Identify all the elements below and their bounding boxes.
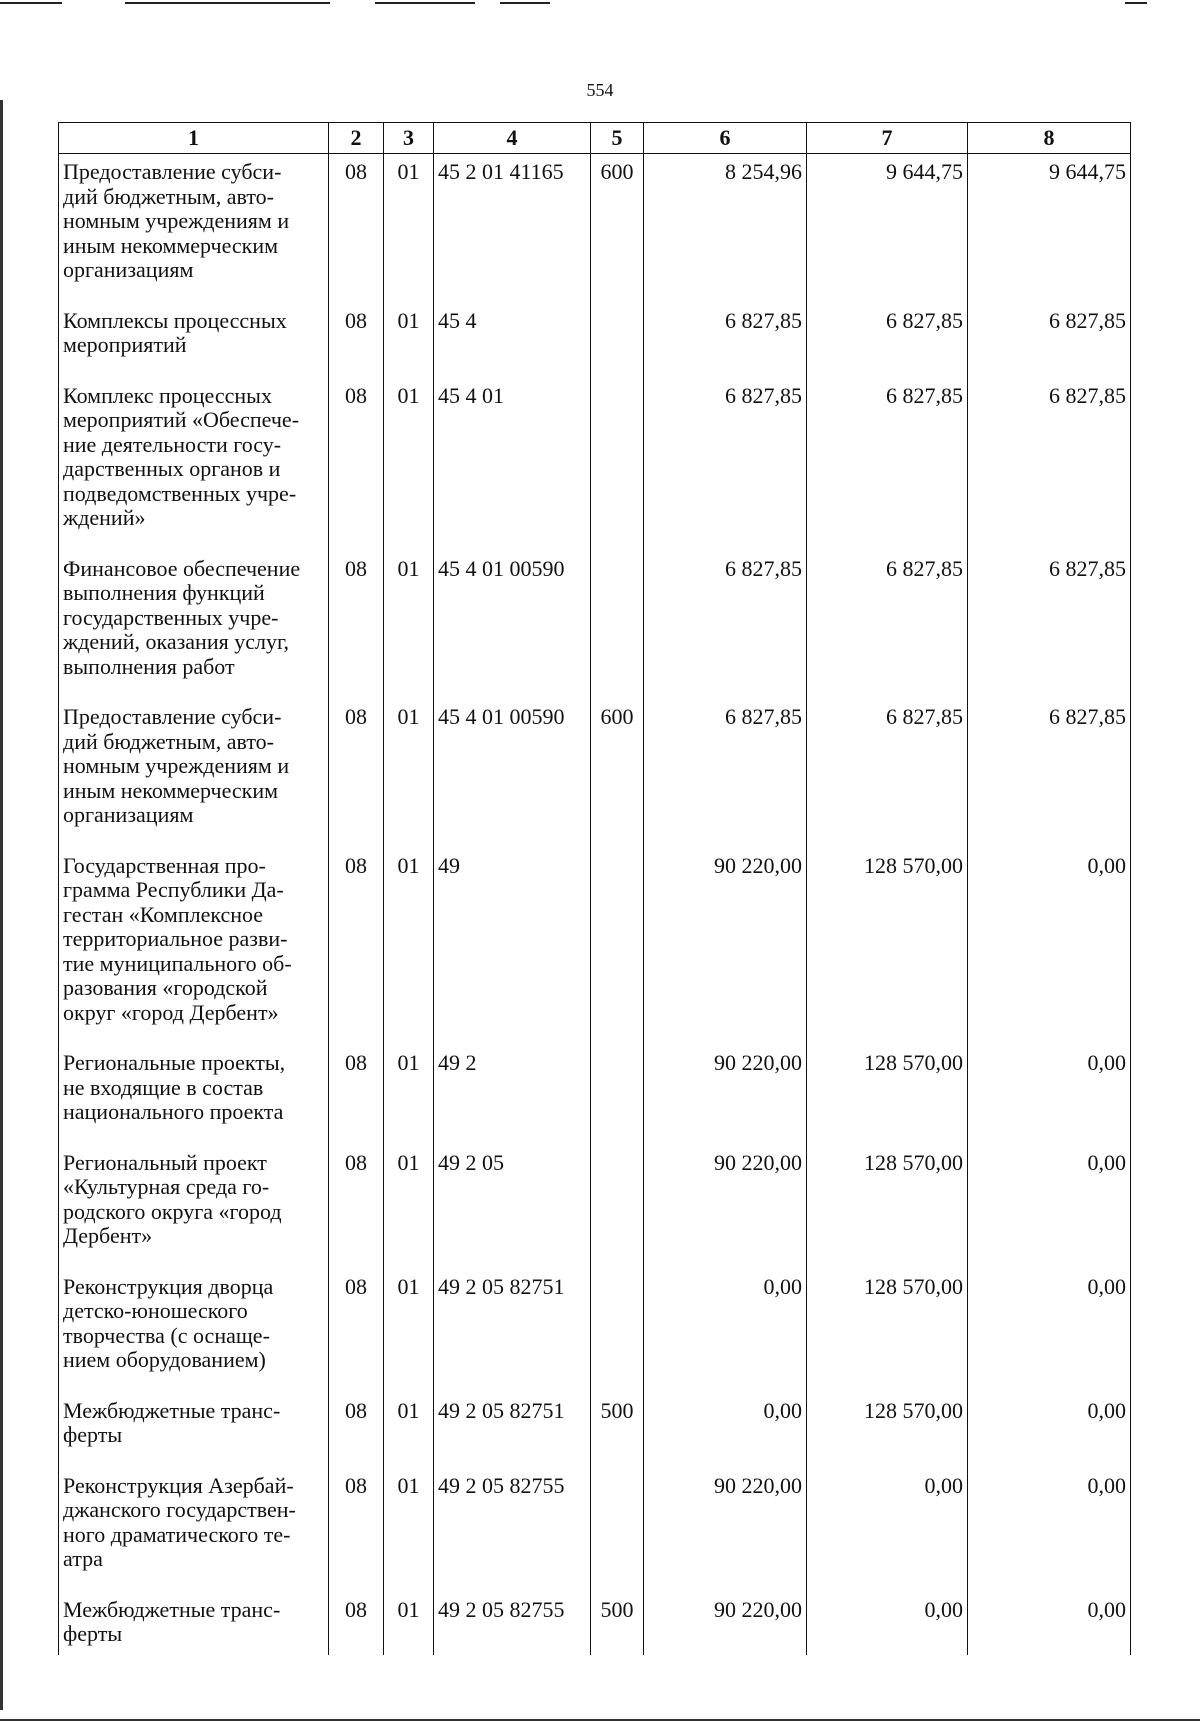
amount-col6-cell: 90 220,00: [644, 1045, 807, 1145]
amount-col8-cell: 6 827,85: [968, 303, 1131, 378]
column-header: 5: [591, 123, 644, 154]
table-row: [59, 848, 1131, 1046]
section-code-cell: 08: [329, 1393, 384, 1468]
amount-col7-cell: 128 570,00: [807, 1045, 968, 1145]
subsection-code-cell: 01: [384, 1045, 434, 1145]
item-name-cell: Предоставление субси- дий бюджетным, авто- номным учреждениям и иным некоммерческим организациям: [59, 154, 329, 303]
column-header: 3: [384, 123, 434, 154]
section-code-cell: 08: [329, 699, 384, 848]
amount-col8-cell: 0,00: [968, 1592, 1131, 1655]
item-name-cell: Региональные проекты, не входящие в состав национального проекта: [59, 1045, 329, 1145]
amount-col6-cell: 6 827,85: [644, 699, 807, 848]
target-article-cell: 49 2 05 82751: [434, 1269, 591, 1393]
subsection-code-cell: 01: [384, 1468, 434, 1592]
amount-col8-cell: 0,00: [968, 1045, 1131, 1145]
expense-type-cell: [591, 551, 644, 700]
target-article-cell: 49 2 05 82755: [434, 1468, 591, 1592]
scan-bottom-edge: [0, 1719, 1200, 1721]
target-article-cell: 45 2 01 41165: [434, 154, 591, 303]
subsection-code-cell: 01: [384, 1269, 434, 1393]
amount-col8-cell: 0,00: [968, 1269, 1131, 1393]
scan-artifact-line: [0, 2, 62, 4]
amount-col6-cell: 8 254,96: [644, 154, 807, 303]
table-header-row: [59, 123, 1131, 154]
amount-col7-cell: 6 827,85: [807, 378, 968, 551]
amount-col7-cell: 6 827,85: [807, 303, 968, 378]
amount-col8-cell: 6 827,85: [968, 378, 1131, 551]
target-article-cell: 49 2 05 82751: [434, 1393, 591, 1468]
section-code-cell: 08: [329, 154, 384, 303]
amount-col7-cell: 128 570,00: [807, 848, 968, 1046]
column-header: 8: [968, 123, 1131, 154]
budget-table: [58, 122, 1131, 1655]
amount-col6-cell: 90 220,00: [644, 848, 807, 1046]
expense-type-cell: 500: [591, 1393, 644, 1468]
amount-col6-cell: 6 827,85: [644, 551, 807, 700]
table-row: [59, 303, 1131, 378]
target-article-cell: 49 2 05 82755: [434, 1592, 591, 1655]
table-row: [59, 1145, 1131, 1269]
target-article-cell: 49 2: [434, 1045, 591, 1145]
target-article-cell: 49: [434, 848, 591, 1046]
target-article-cell: 45 4 01 00590: [434, 699, 591, 848]
table-row: [59, 551, 1131, 700]
section-code-cell: 08: [329, 1145, 384, 1269]
item-name-cell: Межбюджетные транс- ферты: [59, 1592, 329, 1655]
expense-type-cell: 600: [591, 154, 644, 303]
expense-type-cell: [591, 303, 644, 378]
column-header: 4: [434, 123, 591, 154]
section-code-cell: 08: [329, 551, 384, 700]
scan-artifact-line: [500, 2, 550, 4]
item-name-cell: Реконструкция дворца детско-юношеского творчества (с оснаще- нием оборудованием): [59, 1269, 329, 1393]
section-code-cell: 08: [329, 303, 384, 378]
target-article-cell: 45 4: [434, 303, 591, 378]
scan-artifact-line: [1125, 2, 1147, 4]
item-name-cell: Региональный проект «Культурная среда го- родского округа «город Дербент»: [59, 1145, 329, 1269]
table-row: [59, 699, 1131, 848]
amount-col6-cell: 90 220,00: [644, 1145, 807, 1269]
amount-col7-cell: 128 570,00: [807, 1145, 968, 1269]
item-name-cell: Государственная про- грамма Республики Да- гестан «Комплексное территориальное разви- тие муниципального об- разования «городской округ «город Дербент»: [59, 848, 329, 1046]
expense-type-cell: [591, 378, 644, 551]
column-header: 7: [807, 123, 968, 154]
target-article-cell: 45 4 01 00590: [434, 551, 591, 700]
section-code-cell: 08: [329, 1468, 384, 1592]
amount-col6-cell: 0,00: [644, 1269, 807, 1393]
amount-col8-cell: 0,00: [968, 1145, 1131, 1269]
amount-col8-cell: 6 827,85: [968, 699, 1131, 848]
amount-col6-cell: 6 827,85: [644, 378, 807, 551]
subsection-code-cell: 01: [384, 378, 434, 551]
section-code-cell: 08: [329, 1269, 384, 1393]
scan-artifact-line: [125, 2, 330, 4]
amount-col8-cell: 0,00: [968, 848, 1131, 1046]
amount-col7-cell: 6 827,85: [807, 699, 968, 848]
subsection-code-cell: 01: [384, 699, 434, 848]
item-name-cell: Межбюджетные транс- ферты: [59, 1393, 329, 1468]
subsection-code-cell: 01: [384, 1145, 434, 1269]
expense-type-cell: 500: [591, 1592, 644, 1655]
amount-col7-cell: 6 827,85: [807, 551, 968, 700]
table-row: [59, 154, 1131, 303]
expense-type-cell: [591, 848, 644, 1046]
item-name-cell: Финансовое обеспечение выполнения функций государственных учре- ждений, оказания услуг, выполнения работ: [59, 551, 329, 700]
item-name-cell: Комплекс процессных мероприятий «Обеспече- ние деятельности госу- дарственных органов и подведомственных учре- ждений»: [59, 378, 329, 551]
expense-type-cell: [591, 1269, 644, 1393]
item-name-cell: Предоставление субси- дий бюджетным, авто- номным учреждениям и иным некоммерческим организациям: [59, 699, 329, 848]
page-number: 554: [586, 80, 614, 100]
amount-col8-cell: 9 644,75: [968, 154, 1131, 303]
amount-col6-cell: 0,00: [644, 1393, 807, 1468]
subsection-code-cell: 01: [384, 848, 434, 1046]
section-code-cell: 08: [329, 378, 384, 551]
subsection-code-cell: 01: [384, 1592, 434, 1655]
section-code-cell: 08: [329, 1592, 384, 1655]
amount-col6-cell: 90 220,00: [644, 1592, 807, 1655]
scan-left-edge: [0, 100, 3, 1710]
amount-col7-cell: 128 570,00: [807, 1269, 968, 1393]
section-code-cell: 08: [329, 848, 384, 1046]
amount-col7-cell: 128 570,00: [807, 1393, 968, 1468]
amount-col7-cell: 9 644,75: [807, 154, 968, 303]
scan-artifact-line: [375, 2, 475, 4]
item-name-cell: Комплексы процессных мероприятий: [59, 303, 329, 378]
target-article-cell: 45 4 01: [434, 378, 591, 551]
table-row: [59, 1592, 1131, 1655]
item-name-cell: Реконструкция Азербай- джанского государствен- ного драматического те- атра: [59, 1468, 329, 1592]
expense-type-cell: 600: [591, 699, 644, 848]
subsection-code-cell: 01: [384, 154, 434, 303]
amount-col6-cell: 6 827,85: [644, 303, 807, 378]
expense-type-cell: [591, 1468, 644, 1592]
table-row: [59, 1393, 1131, 1468]
table-row: [59, 1269, 1131, 1393]
subsection-code-cell: 01: [384, 551, 434, 700]
table-row: [59, 1045, 1131, 1145]
amount-col8-cell: 0,00: [968, 1468, 1131, 1592]
amount-col6-cell: 90 220,00: [644, 1468, 807, 1592]
subsection-code-cell: 01: [384, 303, 434, 378]
amount-col7-cell: 0,00: [807, 1592, 968, 1655]
amount-col8-cell: 6 827,85: [968, 551, 1131, 700]
expense-type-cell: [591, 1145, 644, 1269]
table-row: [59, 378, 1131, 551]
table-row: [59, 1468, 1131, 1592]
target-article-cell: 49 2 05: [434, 1145, 591, 1269]
column-header: 2: [329, 123, 384, 154]
amount-col8-cell: 0,00: [968, 1393, 1131, 1468]
column-header: 6: [644, 123, 807, 154]
expense-type-cell: [591, 1045, 644, 1145]
amount-col7-cell: 0,00: [807, 1468, 968, 1592]
column-header: 1: [59, 123, 329, 154]
section-code-cell: 08: [329, 1045, 384, 1145]
subsection-code-cell: 01: [384, 1393, 434, 1468]
